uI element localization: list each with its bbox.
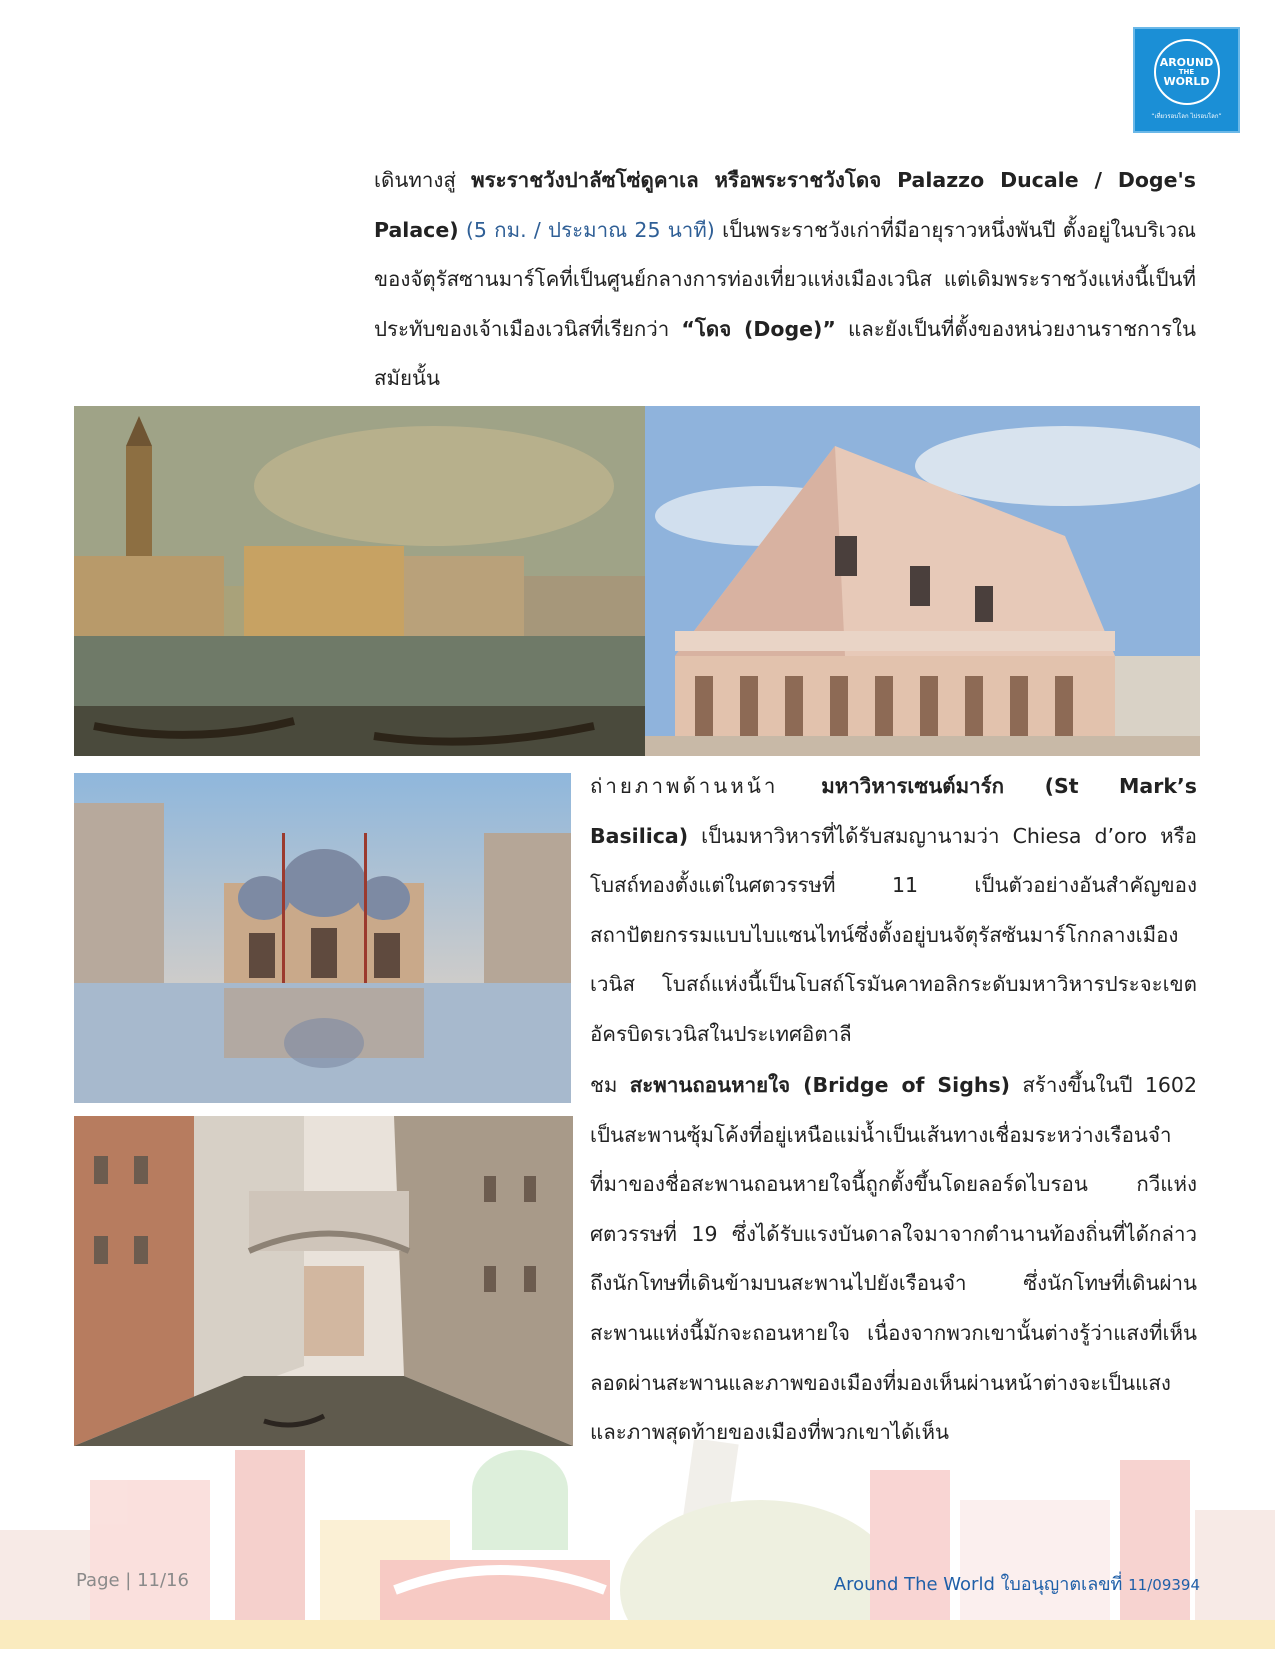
p1-title: พระราชวังปาลัซโซ่ดูคาเล หรือพระราชวังโดจ Palazzo Ducale / Doge's Palace) <box>374 168 1196 242</box>
venice-painting-photo <box>74 406 645 756</box>
footer-brand: Around The World <box>833 1574 995 1595</box>
logo-tagline: “เที่ยวรอบโลก ไปรอบโลก” <box>1151 113 1222 120</box>
company-logo <box>1133 27 1240 133</box>
p1-lead: เดินทางสู่ <box>374 168 472 192</box>
p1-distance: (5 กม. / ประมาณ 25 นาที) <box>458 217 715 242</box>
st-marks-basilica-photo <box>74 773 571 1103</box>
p1-body-end: และยังเป็นที่ตั้งของหน่วยงานราชการในสมัยนั้น <box>374 316 1196 391</box>
st-marks-paragraph <box>590 762 1197 1060</box>
page-number: Page | 11/16 <box>76 1570 189 1591</box>
p3-title: สะพานถอนหายใจ (Bridge of Sighs) <box>629 1073 1011 1097</box>
footer-brand-license <box>834 1569 1200 1598</box>
footer-license-label: ใบอนุญาตเลขที่ <box>994 1574 1129 1595</box>
p2-body: เป็นมหาวิหารที่ได้รับสมญานามว่า Chiesa d’oro หรือโบสถ์ทองตั้งแต่ในศตวรรษที่ 11 เป็นตัวอย่างอันสำคัญของสถาปัตยกรรมแบบไบแซนไทน์ซึ่งตั้งอยู่บนจัตุรัสซันมาร์โกกลางเมืองเวนิส โบสถ์แห่งนี้เป็นโบสถ์โรมันคาทอลิกระดับมหาวิหารประจะเขตอัครบิดรเวนิสในประเทศอิตาลี <box>590 823 1197 1046</box>
logo-text-world: WORLD <box>1163 75 1210 88</box>
p1-body: เป็นพระราชวังเก่าที่มีอายุราวหนึ่งพันปี ตั้งอยู่ในบริเวณของจัตุรัสซานมาร์โคที่เป็นศูนย์กลางการท่องเที่ยวแห่งเมืองเวนิส แต่เดิมพระราชวังแห่งนี้เป็นที่ประทับของเจ้าเมืองเวนิสที่เรียกว่า <box>374 217 1196 341</box>
bridge-of-sighs-paragraph <box>590 1061 1197 1458</box>
landmarks-skyline-decoration <box>0 1440 1275 1649</box>
logo-text-the: THE <box>1178 68 1195 76</box>
p2-lead: ถ่ายภาพด้านหน้า <box>590 774 822 798</box>
logo-globe-icon <box>1154 39 1220 105</box>
p3-body: สร้างขึ้นในปี 1602 เป็นสะพานซุ้มโค้งที่อยู่เหนือแม่น้ำเป็นเส้นทางเชื่อมระหว่างเรือนจำ ที่มาของชื่อสะพานถอนหายใจนี้ถูกตั้งขึ้นโดยลอร์ดไบรอน กวีแห่งศตวรรษที่ 19 ซึ่งได้รับแรงบันดาลใจมาจากตำนานท้องถิ่นที่ได้กล่าวถึงนักโทษที่เดินข้ามบนสะพานไปยังเรือนจำ ซึ่งนักโทษที่เดินผ่านสะพานแห่งนี้มักจะถอนหายใจ เนื่องจากพวกเขานั้นต่างรู้ว่าแสงที่เห็นลอดผ่านสะพานและภาพของเมืองที่มองเห็นผ่านหน้าต่างจะเป็นแสงและภาพสุดท้ายของเมืองที่พวกเขาได้เห็น <box>590 1073 1198 1445</box>
bridge-of-sighs-photo <box>74 1116 573 1446</box>
p2-title: มหาวิหารเซนต์มาร์ก (St Mark’s Basilica) <box>590 774 1197 848</box>
p1-doge-term: “โดจ (Doge)” <box>681 316 836 341</box>
doges-palace-paragraph <box>374 156 1196 404</box>
logo-text-around: AROUND <box>1159 56 1214 69</box>
footer-license-number: 11/09394 <box>1128 1576 1200 1594</box>
p3-lead: ชม <box>590 1073 630 1097</box>
doges-palace-photo <box>645 406 1200 756</box>
